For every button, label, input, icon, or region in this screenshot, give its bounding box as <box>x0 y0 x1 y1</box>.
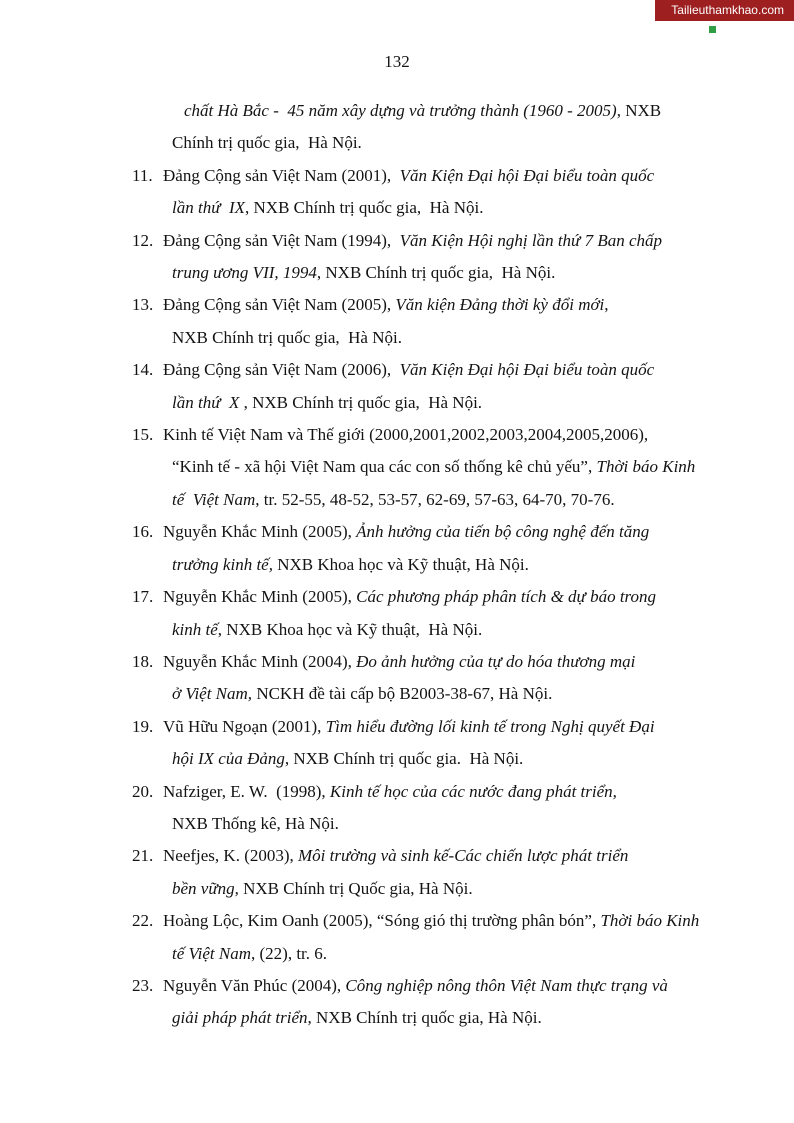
reference-text-segment: Nguyễn Khắc Minh (2005), <box>163 522 357 542</box>
reference-title-segment: trưởng kinh tế, <box>172 554 273 574</box>
reference-number: 20. <box>132 781 154 801</box>
reference-title-segment: trung ương VII, 1994 <box>172 263 317 283</box>
reference-title-segment: Thời báo Kinh <box>596 457 696 477</box>
reference-title-segment: chất Hà Bắc - 45 năm xây dựng và trưởng thành (1960 - 2005) <box>184 101 617 120</box>
reference-line <box>132 614 734 646</box>
reference-text-segment: “Kinh tế - xã hội Việt Nam qua các con số thống kê chủ yếu”, <box>172 457 597 477</box>
reference-text-segment: Kinh tế Việt Nam và Thế giới (2000,2001,2002,2003,2004,2005,2006), <box>163 425 649 445</box>
reference-text-segment: Nguyễn Văn Phúc (2004), <box>163 975 346 995</box>
reference-text-segment: NXB Thống kê, Hà Nội. <box>172 813 339 833</box>
reference-title-segment: Thời báo Kinh <box>600 911 700 931</box>
reference-title-segment: ở Việt Nam, <box>172 684 253 704</box>
reference-title-segment: lần thứ IX <box>172 198 246 218</box>
reference-number: 11. <box>132 165 153 185</box>
reference-text-segment: Chính trị quốc gia, Hà Nội. <box>172 133 362 153</box>
reference-entry <box>132 160 734 225</box>
reference-number: 17. <box>132 587 154 607</box>
reference-title-segment: lần thứ X <box>172 392 240 412</box>
reference-line <box>132 646 734 678</box>
reference-entry <box>132 95 734 160</box>
reference-line <box>132 840 734 872</box>
reference-line <box>132 905 734 937</box>
reference-entry <box>132 776 734 841</box>
reference-text-segment: , NXB Chính trị quốc gia, Hà Nội. <box>245 198 484 218</box>
reference-title-segment: Đo ảnh hưởng của tự do hóa thương mại <box>356 651 636 671</box>
reference-text-segment: , NXB Chính trị quốc gia. Hà Nội. <box>284 749 524 769</box>
reference-line <box>132 743 734 775</box>
reference-text-segment: Đảng Cộng sản Việt Nam (2005), <box>163 295 396 315</box>
reference-number: 14. <box>132 360 154 380</box>
reference-title-segment: Văn Kiện Hội nghị lần thứ 7 Ban chấp <box>399 230 663 250</box>
page-number: 132 <box>384 52 410 71</box>
reference-text-segment: Đảng Cộng sản Việt Nam (2001), <box>163 165 400 185</box>
reference-line <box>132 322 734 354</box>
reference-entry <box>132 905 734 970</box>
reference-text-segment: , NXB Khoa học và Kỹ thuật, Hà Nội. <box>217 619 483 639</box>
reference-line <box>132 549 734 581</box>
reference-line <box>132 808 734 840</box>
reference-title-segment: Công nghiệp nông thôn Việt Nam thực trạng và <box>345 975 668 995</box>
reference-title-segment: Kinh tế học của các nước đang phát triển, <box>329 781 617 801</box>
reference-title-segment: Các phương pháp phân tích & dự báo trong <box>356 587 657 607</box>
reference-title-segment: Văn kiện Đảng thời kỳ đổi mới <box>395 295 605 315</box>
reference-entry <box>132 354 734 419</box>
reference-line <box>132 289 734 321</box>
reference-text-segment: , NXB Chính trị quốc gia, Hà Nội. <box>316 263 556 283</box>
reference-text-segment: Đảng Cộng sản Việt Nam (1994), <box>163 230 400 250</box>
reference-number: 19. <box>132 716 154 736</box>
reference-line <box>132 387 734 419</box>
reference-text-segment: , NXB Chính trị quốc gia, Hà Nội. <box>307 1008 542 1028</box>
reference-line <box>132 970 734 1002</box>
reference-title-segment: tế Việt Nam <box>172 489 256 509</box>
reference-text-segment: Neefjes, K. (2003), <box>163 846 299 866</box>
reference-line <box>132 1002 734 1034</box>
reference-text-segment: Nguyễn Khắc Minh (2005), <box>163 587 357 607</box>
reference-line <box>132 127 734 159</box>
reference-line <box>132 354 734 386</box>
reference-number: 21. <box>132 846 154 866</box>
watermark-text: Tailieuthamkhao.com <box>671 3 784 17</box>
reference-number: 23. <box>132 975 154 995</box>
watermark-banner[interactable] <box>655 0 794 21</box>
reference-text-segment: NXB Khoa học và Kỹ thuật, Hà Nội. <box>272 554 529 574</box>
reference-number: 12. <box>132 230 154 250</box>
reference-line <box>132 516 734 548</box>
reference-number: 15. <box>132 425 154 445</box>
reference-line <box>132 419 734 451</box>
references-list <box>0 95 794 1035</box>
reference-number: 22. <box>132 911 154 931</box>
reference-line <box>132 873 734 905</box>
reference-line <box>132 160 734 192</box>
reference-title-segment: bền vững, <box>172 878 239 898</box>
reference-text-segment: Hoàng Lộc, Kim Oanh (2005), “Sóng gió thị trường phân bón”, <box>163 911 601 931</box>
reference-entry <box>132 970 734 1035</box>
reference-entry <box>132 419 734 516</box>
reference-text-segment: , tr. 52-55, 48-52, 53-57, 62-69, 57-63, 64-70, 70-76. <box>255 489 615 509</box>
reference-text-segment: , (22), tr. 6. <box>251 943 328 963</box>
reference-text-segment: Vũ Hữu Ngoạn (2001), <box>163 716 326 736</box>
reference-line <box>132 484 734 516</box>
watermark-dot-icon <box>709 26 716 33</box>
reference-title-segment: giải pháp phát triển <box>172 1008 308 1028</box>
reference-title-segment: Tìm hiểu đường lối kinh tế trong Nghị quyết Đại <box>325 716 655 736</box>
reference-line <box>132 225 734 257</box>
reference-text-segment: NXB Chính trị quốc gia, Hà Nội. <box>172 327 402 347</box>
reference-line <box>132 581 734 613</box>
reference-title-segment: hội IX của Đảng <box>172 749 285 769</box>
reference-entry <box>132 516 734 581</box>
reference-text-segment: Nguyễn Khắc Minh (2004), <box>163 651 357 671</box>
reference-text-segment: , NXB <box>616 101 662 120</box>
reference-number: 13. <box>132 295 154 315</box>
reference-line <box>132 938 734 970</box>
reference-line <box>132 711 734 743</box>
reference-title-segment: Văn Kiện Đại hội Đại biểu toàn quốc <box>399 165 655 185</box>
reference-text-segment: , <box>604 295 609 315</box>
reference-entry <box>132 840 734 905</box>
reference-line <box>132 192 734 224</box>
reference-title-segment: kinh tế <box>172 619 218 639</box>
reference-title-segment: Ảnh hưởng của tiến bộ công nghệ đến tăng <box>356 522 650 542</box>
reference-line <box>132 451 734 483</box>
reference-text-segment: , NXB Chính trị quốc gia, Hà Nội. <box>239 392 483 412</box>
reference-text-segment: Nafziger, E. W. (1998), <box>163 781 330 801</box>
reference-entry <box>132 289 734 354</box>
reference-number: 16. <box>132 522 154 542</box>
reference-text-segment: NCKH đề tài cấp bộ B2003-38-67, Hà Nội. <box>252 684 553 704</box>
reference-text-segment: NXB Chính trị Quốc gia, Hà Nội. <box>238 878 473 898</box>
reference-entry <box>132 225 734 290</box>
reference-number: 18. <box>132 651 154 671</box>
reference-line <box>132 257 734 289</box>
reference-line <box>132 95 734 127</box>
reference-entry <box>132 646 734 711</box>
reference-line <box>132 678 734 710</box>
reference-title-segment: Môi trường và sinh kế-Các chiến lược phát triển <box>298 846 629 866</box>
reference-line <box>132 776 734 808</box>
reference-title-segment: Văn Kiện Đại hội Đại biểu toàn quốc <box>399 360 655 380</box>
reference-text-segment: Đảng Cộng sản Việt Nam (2006), <box>163 360 400 380</box>
reference-title-segment: tế Việt Nam <box>172 943 251 963</box>
reference-entry <box>132 711 734 776</box>
reference-entry <box>132 581 734 646</box>
